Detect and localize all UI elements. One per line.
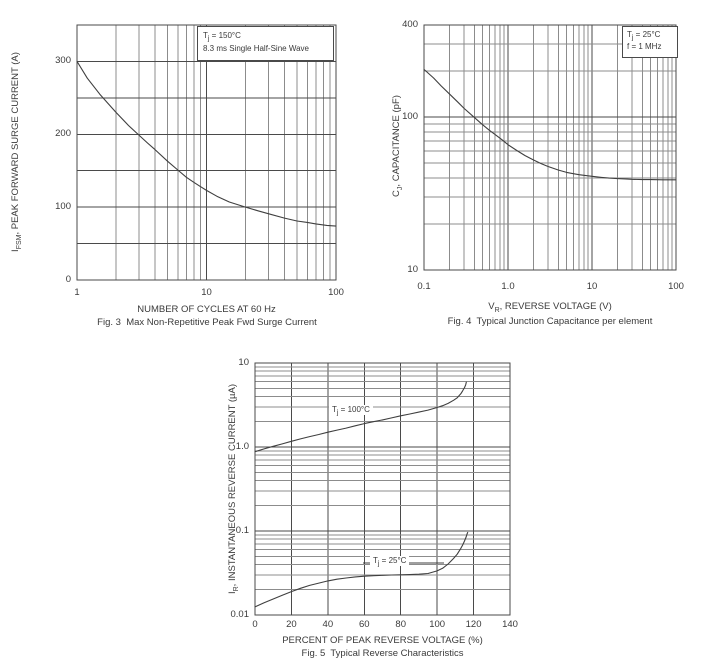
fig5-y-axis-title-symbol: I bbox=[227, 591, 238, 595]
fig4-x-axis-title-symbol: V bbox=[488, 301, 495, 312]
fig4-x-axis-title-subscript: R bbox=[494, 306, 500, 314]
y-tick-label: 400 bbox=[402, 19, 418, 30]
fig3-y-axis-title-symbol: I bbox=[10, 249, 21, 252]
fig4-y-axis-title-text: , CAPACITANCE (pF) bbox=[391, 95, 402, 187]
y-tick-label: 10 bbox=[407, 264, 418, 275]
x-tick-label: 40 bbox=[322, 619, 334, 630]
fig5-label100-symbol: T bbox=[332, 405, 337, 414]
x-tick-label: 100 bbox=[668, 281, 684, 292]
fig4-caption: Fig. 4 Typical Junction Capacitance per element bbox=[447, 316, 653, 327]
fig3-condition-line1 bbox=[203, 29, 328, 42]
fig4-condition2-value: f = 1 MHz bbox=[627, 42, 662, 51]
fig4-condition1-symbol: T bbox=[627, 30, 632, 39]
fig3-condition-line2 bbox=[203, 42, 328, 55]
y-tick-label: 0.1 bbox=[235, 525, 249, 536]
x-tick-label: 100 bbox=[328, 287, 344, 298]
x-tick-label: 60 bbox=[358, 619, 370, 630]
fig4-condition-line2 bbox=[627, 41, 673, 53]
fig4-y-axis-title bbox=[391, 6, 403, 286]
fig5-caption: Fig. 5 Typical Reverse Characteristics bbox=[301, 648, 464, 659]
fig5-curve-label-25c bbox=[370, 556, 409, 566]
fig4-condition-line1 bbox=[627, 29, 673, 41]
fig5-label100-value: = 100°C bbox=[338, 405, 370, 414]
fig5-y-axis-title-subscript: R bbox=[232, 586, 240, 592]
fig3-condition2-value: 8.3 ms Single Half-Sine Wave bbox=[203, 44, 309, 53]
fig5-label25-subscript: j bbox=[377, 560, 380, 568]
x-tick-label: 1 bbox=[74, 287, 80, 298]
x-tick-label: 0.1 bbox=[417, 281, 431, 292]
y-tick-label: 100 bbox=[55, 201, 71, 213]
x-tick-label: 10 bbox=[586, 281, 598, 292]
fig3-x-axis-title bbox=[77, 304, 336, 316]
fig5-label25-symbol: T bbox=[373, 556, 378, 565]
fig3-condition1-subscript: j bbox=[207, 35, 210, 43]
x-tick-label: 100 bbox=[429, 619, 446, 630]
x-tick-label: 80 bbox=[395, 619, 406, 630]
fig3-y-axis-title-subscript: FSM bbox=[15, 234, 23, 250]
x-tick-label: 140 bbox=[502, 619, 518, 630]
fig3-caption: Fig. 3 Max Non-Repetitive Peak Fwd Surge Current bbox=[97, 317, 317, 328]
fig3-condition1-value: = 150°C bbox=[209, 31, 241, 40]
y-tick-label: 0.01 bbox=[230, 609, 249, 620]
fig4-conditions-box bbox=[622, 26, 678, 58]
fig3-x-axis-title-text: NUMBER OF CYCLES AT 60 Hz bbox=[137, 304, 276, 315]
fig4-x-axis-title bbox=[424, 301, 676, 313]
fig3-condition1-symbol: T bbox=[203, 31, 208, 40]
fig5-y-axis-title bbox=[227, 349, 239, 629]
x-tick-label: 0 bbox=[252, 619, 258, 630]
fig5-x-axis-title-text: PERCENT OF PEAK REVERSE VOLTAGE (%) bbox=[282, 635, 483, 646]
fig5-x-axis-title bbox=[255, 635, 510, 647]
fig4-y-axis-title-symbol: C bbox=[391, 190, 402, 197]
y-tick-label: 100 bbox=[402, 111, 418, 123]
y-tick-label: 300 bbox=[55, 55, 71, 67]
fig4-y-axis-title-subscript: J bbox=[396, 186, 404, 191]
x-tick-label: 10 bbox=[201, 287, 212, 298]
y-tick-label: 200 bbox=[55, 128, 71, 140]
fig5-label25-value: = 25°C bbox=[379, 556, 407, 565]
fig4-condition1-value: = 25°C bbox=[633, 30, 661, 39]
y-tick-label: 10 bbox=[238, 357, 249, 368]
fig3-conditions-box bbox=[197, 26, 334, 61]
fig5-y-axis-title-text: , INSTANTANEOUS REVERSE CURRENT (µA) bbox=[227, 383, 238, 587]
x-tick-label: 20 bbox=[286, 619, 297, 630]
y-tick-label: 1.0 bbox=[235, 441, 249, 452]
fig5-curve-label-100c bbox=[329, 405, 373, 415]
fig4-condition1-subscript: j bbox=[631, 34, 634, 42]
x-tick-label: 120 bbox=[465, 619, 482, 630]
y-tick-label: 0 bbox=[65, 274, 71, 285]
fig4-x-axis-title-text: , REVERSE VOLTAGE (V) bbox=[499, 301, 612, 312]
fig3-y-axis-title-text: , PEAK FORWARD SURGE CURRENT (A) bbox=[10, 52, 21, 235]
fig5-label100-subscript: j bbox=[336, 409, 339, 417]
x-tick-label: 1.0 bbox=[501, 281, 515, 292]
fig3-y-axis-title bbox=[10, 12, 22, 292]
